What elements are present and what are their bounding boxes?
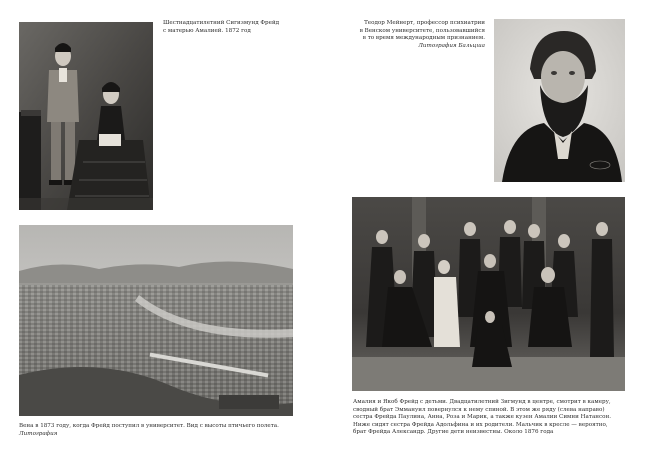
caption-meynert	[353, 20, 485, 50]
caption-line: сестра Фрейда Паулина, Анна, Роза и Марик, а также кузен Амалии Симни Натансон.	[353, 414, 612, 421]
caption-line: в Венском университете, пользовавшийся	[359, 27, 485, 34]
caption-line: в то время международным признанием.	[362, 35, 485, 42]
photo-meynert-portrait	[494, 19, 625, 182]
caption-line: Шестнадцатилетний Сигизмунд Фрейд	[163, 20, 280, 26]
caption-line: с матерью Амалией. 1872 год	[163, 27, 251, 34]
caption-line: Теодор Мейнерт, профессор психиатрии	[364, 20, 485, 26]
caption-credit: Литография Бальцша	[418, 42, 485, 49]
caption-line: брат Фрейда Александр. Другие дети неизвестны. Около 1876 года	[353, 429, 554, 436]
caption-vienna	[19, 423, 279, 438]
photo-vienna-panorama	[19, 225, 293, 416]
caption-freud-and-mother	[163, 20, 279, 35]
caption-credit: Литография	[19, 430, 58, 437]
photo-freud-and-mother	[19, 22, 153, 210]
caption-line: Амалия и Якоб Фрейд с детьми. Двадцатилетний Зигмунд в центре, смотрит в камеру,	[353, 399, 611, 405]
caption-line: Вена в 1873 году, когда Фрейд поступил в университет. Вид с высоты птичьего полета.	[19, 423, 279, 429]
caption-line: сводный брат Эммануил повернулся к нему спиной. В этом же ряду (слева направо)	[353, 406, 605, 413]
caption-family	[353, 399, 611, 437]
photo-freud-family	[352, 197, 625, 391]
caption-line: Ниже сидят сестра Фрейда Адольфина и их родители. Мальчик в кресле — вероятно,	[353, 421, 608, 428]
